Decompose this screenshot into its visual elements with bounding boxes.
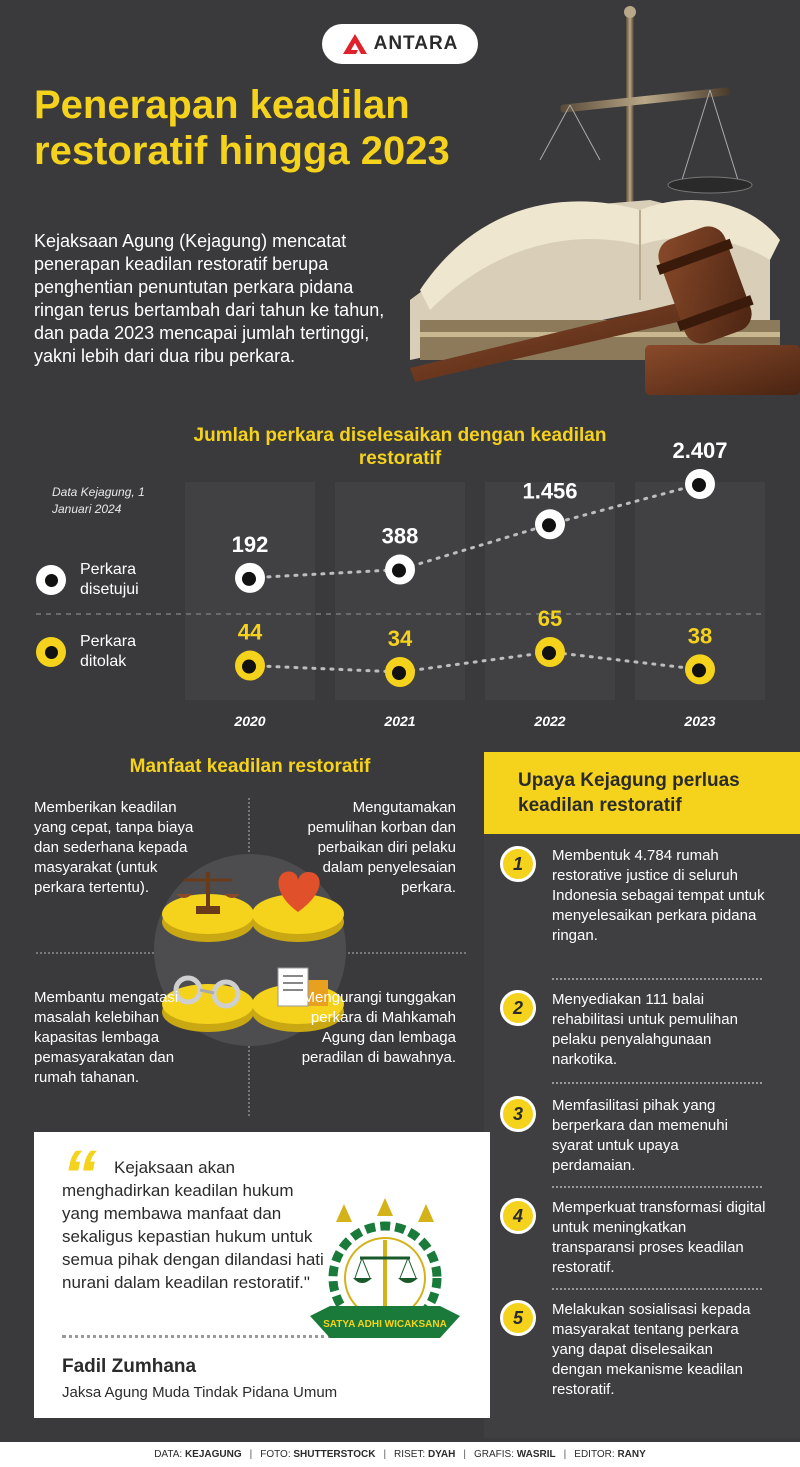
approved-point-center — [542, 518, 556, 532]
approved-value-label: 1.456 — [522, 478, 578, 504]
rejected-line — [250, 652, 700, 672]
intro-text: Kejaksaan Agung (Kejagung) mencatat penerapan keadilan restoratif berupa penghentian penuntutan perkara pidana ringan terus bertambah dari tahun ke tahun, dan pada 2023 mencapai jumlah tertinggi, yakni lebih dari dua ribu perkara. — [34, 231, 385, 366]
page-title: Penerapan keadilan restoratif hingga 2023 — [34, 83, 450, 173]
upaya-title: Upaya Kejagung perluas keadilan restoratif — [518, 770, 740, 816]
benefit-item-2: Mengutamakan pemulihan korban dan perbaikan diri pelaku dalam penyelesaian perkara. — [307, 799, 456, 896]
quote-mark-icon: “ — [62, 1136, 97, 1214]
credit-graphics: GRAFIS: WASRIL — [473, 1449, 556, 1460]
approved-point-center — [242, 572, 256, 586]
quote-author-name: Fadil Zumhana — [62, 1356, 197, 1377]
rejected-value-label: 38 — [687, 623, 713, 649]
benefits-title: Manfaat keadilan restoratif — [129, 756, 371, 777]
credit-editor: EDITOR: RANY — [574, 1449, 646, 1460]
credits-footer: DATA: KEJAGUNG | FOTO: SHUTTERSTOCK | RISET: DYAH | GRAFIS: WASRIL | EDITOR: RANY — [0, 1442, 800, 1467]
step-number: 2 — [500, 990, 536, 1026]
credit-photo: FOTO: SHUTTERSTOCK — [260, 1449, 376, 1460]
quote-text: Kejaksaan akan menghadirkan keadilan hukum yang membawa manfaat dan sekaligus kepastian hukum untuk semua pihak dengan dilandasi hati nurani dalam keadilan restoratif." — [62, 1158, 324, 1292]
benefit-item-4: Mengurangi tunggakan perkara di Mahkamah Agung dan lembaga peradilan di bawahnya. — [301, 989, 456, 1066]
quote-divider — [62, 1335, 332, 1338]
rejected-value-label: 44 — [237, 619, 263, 645]
chart-title: Jumlah perkara diselesaikan dengan keadilan restoratif — [193, 425, 607, 469]
x-tick-label: 2023 — [684, 713, 716, 729]
step-divider — [552, 1288, 762, 1290]
x-tick-label: 2020 — [234, 713, 266, 729]
rejected-point-center — [542, 646, 556, 660]
x-tick-label: 2022 — [534, 713, 566, 729]
approved-value-label: 388 — [381, 523, 419, 549]
x-tick-label: 2021 — [384, 713, 416, 729]
step-text: Memfasilitasi pihak yang berperkara dan memenuhi syarat untuk upaya perdamaian. — [552, 1097, 728, 1174]
step-text: Membentuk 4.784 rumah restorative justice di seluruh Indonesia sebagai tempat untuk menyelesaikan perkara pidana ringan. — [552, 847, 765, 944]
rejected-value-label: 65 — [537, 606, 563, 631]
rejected-point-center — [242, 660, 256, 674]
logo-text: ANTARA — [373, 33, 459, 54]
approved-value-label: 2.407 — [672, 438, 728, 463]
benefit-item-1: Memberikan keadilan yang cepat, tanpa biaya dan sederhana kepada masyarakat (untuk perkara tertentu). — [34, 799, 194, 896]
step-text: Menyediakan 111 balai rehabilitasi untuk pemulihan pelaku penyalahgunaan narkotika. — [552, 991, 738, 1068]
rejected-point-center — [692, 663, 706, 677]
approved-point-center — [392, 564, 406, 578]
step-text: Memperkuat transformasi digital untuk meningkatkan transparansi proses keadilan restoratif. — [552, 1199, 766, 1276]
benefit-item-3: Membantu mengatasi masalah kelebihan kapasitas lembaga pemasyarakatan dan rumah tahanan. — [34, 989, 179, 1086]
kejaksaan-emblem-icon — [300, 1198, 470, 1348]
credit-data: DATA: KEJAGUNG — [154, 1449, 242, 1460]
step-divider — [552, 1082, 762, 1084]
step-number: 5 — [500, 1300, 536, 1336]
step-number: 4 — [500, 1198, 536, 1234]
chart-source-note: Data Kejagung, 1 Januari 2024 — [52, 485, 145, 516]
step-number: 3 — [500, 1096, 536, 1132]
step-divider — [552, 978, 762, 980]
rejected-point-center — [392, 666, 406, 680]
credit-research: RISET: DYAH — [394, 1449, 456, 1460]
legend-approved-label: Perkara disetujui — [80, 561, 139, 598]
step-text: Melakukan sosialisasi kepada masyarakat tentang perkara yang dapat diselesaikan dengan mekanisme keadilan restoratif. — [552, 1301, 751, 1398]
emblem-motto: SATYA ADHI WICAKSANA — [323, 1319, 447, 1330]
approved-point-center — [692, 478, 706, 492]
step-number: 1 — [500, 846, 536, 882]
quote-author-role: Jaksa Agung Muda Tindak Pidana Umum — [62, 1384, 338, 1401]
approved-line — [250, 484, 700, 578]
upaya-header — [484, 752, 800, 834]
rejected-value-label: 34 — [387, 626, 413, 651]
approved-value-label: 192 — [231, 531, 269, 557]
step-divider — [552, 1186, 762, 1188]
legend-rejected-label: Perkara ditolak — [80, 633, 137, 670]
